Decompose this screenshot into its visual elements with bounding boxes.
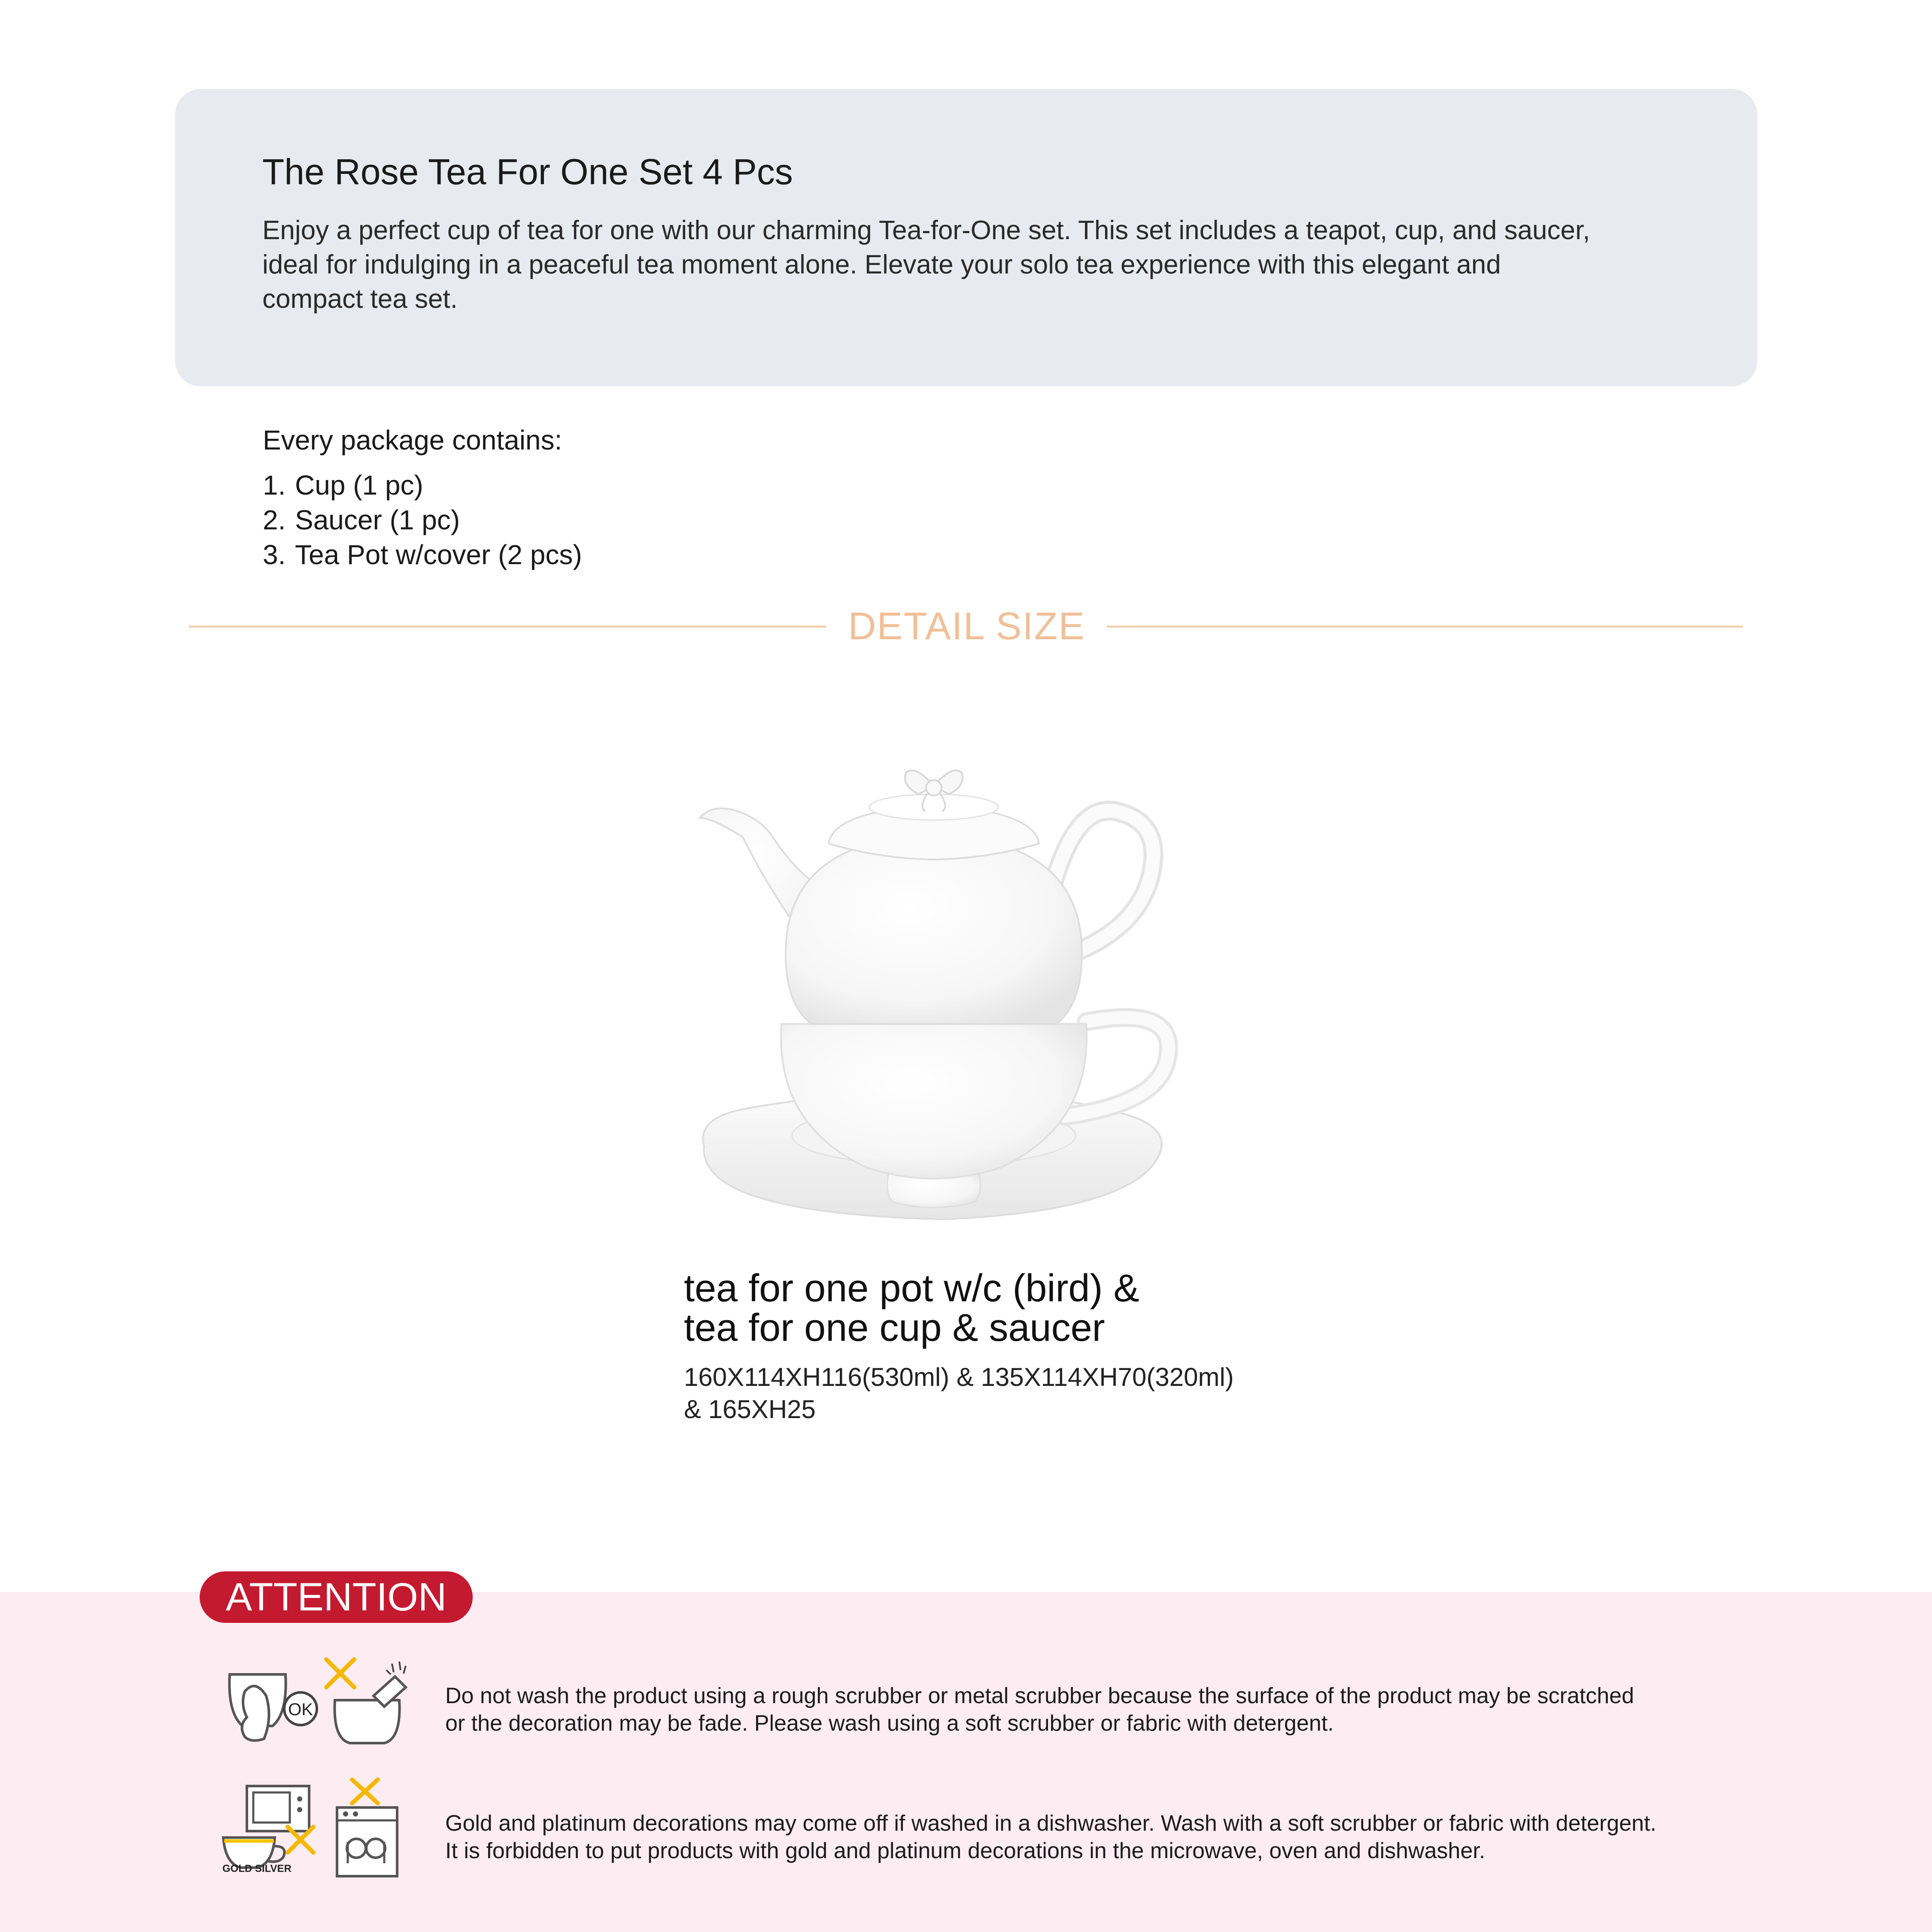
care-note-line: It is forbidden to put products with gold and platinum decorations in the microwave, oven and dishwasher. (445, 1838, 1485, 1863)
divider-left (189, 626, 826, 628)
intro-card (175, 89, 1757, 386)
product-description (262, 213, 1662, 316)
care-note-dishwasher (445, 1810, 1656, 1865)
scrubber-warning-graphic (225, 1653, 419, 1752)
dimension-line: 160X114XH116(530ml) & 135X114XH70(320ml) (684, 1363, 1234, 1391)
detail-size-heading: DETAIL SIZE (848, 605, 1085, 648)
scrubber-warning-icon (225, 1653, 419, 1752)
list-item-number: 3. (263, 539, 286, 570)
product-dimensions (684, 1361, 1234, 1425)
product-name-line: tea for one cup & saucer (684, 1306, 1105, 1349)
dimension-line: & 165XH25 (684, 1395, 816, 1424)
package-contents-list (263, 468, 582, 572)
list-item (263, 503, 582, 538)
package-contents-title: Every package contains: (263, 425, 562, 456)
list-item-number: 2. (263, 504, 286, 535)
divider-right (1107, 626, 1743, 628)
attention-badge: ATTENTION (200, 1571, 473, 1623)
list-item-label: Tea Pot w/cover (2 pcs) (295, 539, 582, 570)
gold-silver-label: GOLD SILVER (222, 1863, 292, 1874)
teapot-cup-saucer-illustration (687, 747, 1185, 1262)
dishwasher-microwave-graphic (219, 1777, 408, 1880)
description-line: compact tea set. (262, 284, 458, 314)
list-item-number: 1. (263, 470, 286, 501)
product-image (687, 747, 1185, 1262)
list-item-label: Saucer (1 pc) (295, 504, 460, 535)
product-name-line: tea for one pot w/c (bird) & (684, 1267, 1139, 1310)
product-name (684, 1269, 1139, 1348)
product-title: The Rose Tea For One Set 4 Pcs (262, 152, 793, 192)
care-note-line: or the decoration may be fade. Please wash using a soft scrubber or fabric with detergent. (445, 1711, 1334, 1736)
care-note-line: Do not wash the product using a rough scrubber or metal scrubber because the surface of the product may be scratched (445, 1683, 1634, 1708)
description-line: Enjoy a perfect cup of tea for one with our charming Tea-for-One set. This set includes a teapot, cup, and saucer, (262, 216, 1590, 245)
attention-section (0, 1592, 1932, 1932)
care-note-scrubber (445, 1682, 1634, 1737)
care-note-line: Gold and platinum decorations may come off if washed in a dishwasher. Wash with a soft scrubber or fabric with detergent. (445, 1811, 1656, 1836)
list-item (263, 538, 582, 572)
dishwasher-microwave-warning-icon (219, 1777, 408, 1880)
list-item-label: Cup (1 pc) (295, 470, 423, 501)
list-item (263, 468, 582, 503)
description-line: ideal for indulging in a peaceful tea moment alone. Elevate your solo tea experience with this elegant and (262, 250, 1501, 279)
ok-label: OK (288, 1700, 313, 1719)
